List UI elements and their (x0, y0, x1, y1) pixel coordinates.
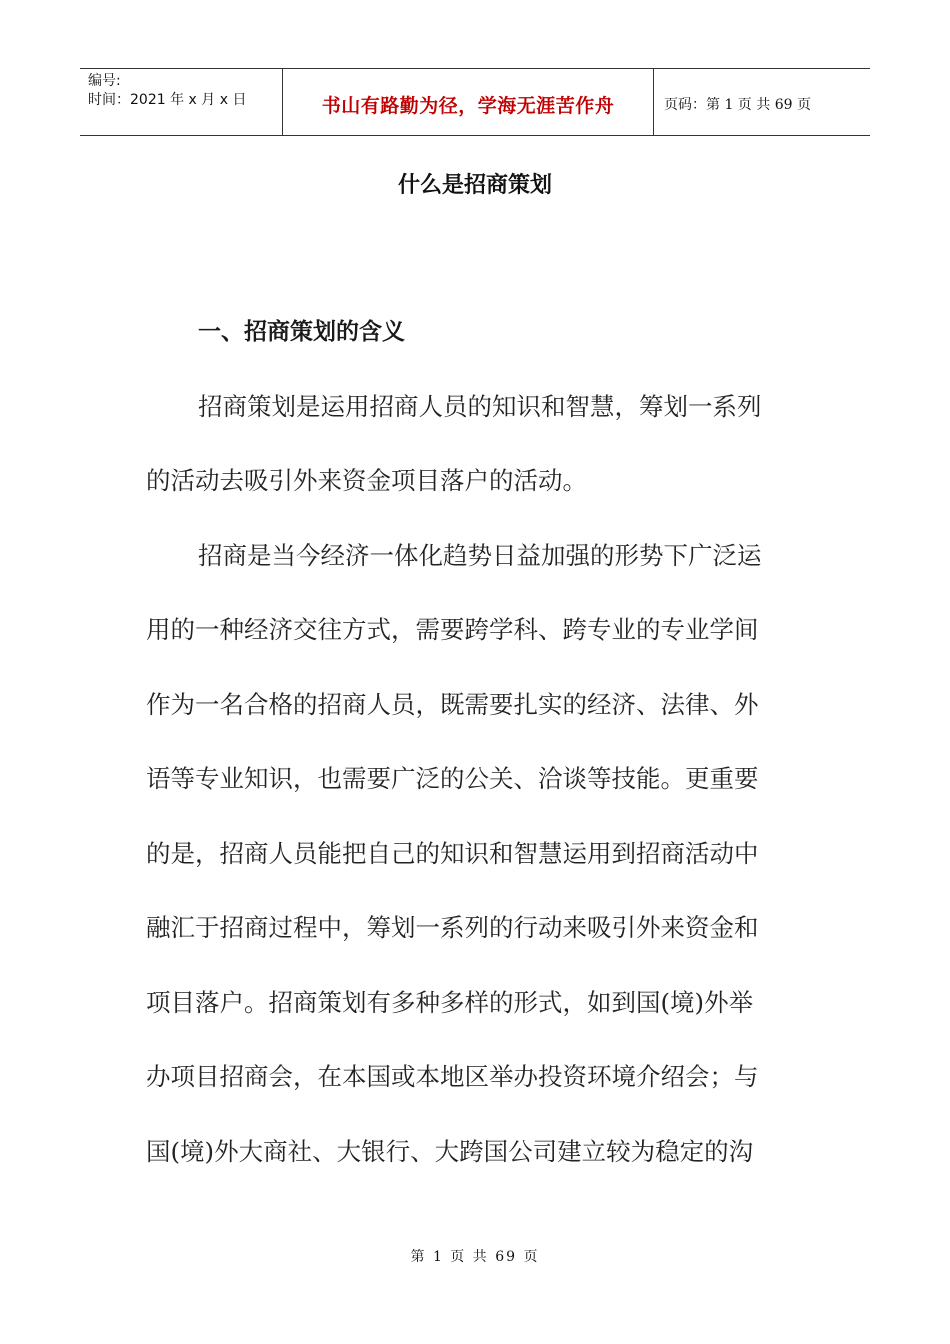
paragraph-line: 融汇于招商过程中，筹划一系列的行动来吸引外来资金和 (146, 913, 759, 942)
header-meta (80, 69, 282, 135)
header-motto: 书山有路勤为径，学海无涯苦作舟 (321, 94, 615, 117)
paragraph-line: 招商是当今经济一体化趋势日益加强的形势下广泛运 (198, 541, 762, 570)
paragraph-line: 项目落户。招商策划有多种多样的形式，如到国(境)外举 (146, 988, 754, 1017)
paragraph-line: 办项目招商会，在本国或本地区举办投资环境介绍会；与 (146, 1062, 759, 1091)
document-date: 时间：2021 年 x 月 x 日 (88, 92, 247, 108)
header-motto-cell (282, 69, 654, 135)
paragraph-line: 作为一名合格的招商人员，既需要扎实的经济、法律、外 (146, 690, 759, 719)
document-header (80, 68, 870, 136)
header-page-info: 页码：第 1 页 共 69 页 (664, 97, 811, 113)
page-footer: 第 1 页 共 69 页 (410, 1249, 540, 1265)
paragraph-line: 的活动去吸引外来资金项目落户的活动。 (146, 466, 587, 495)
section-heading: 一、招商策划的含义 (198, 319, 405, 345)
paragraph-line: 语等专业知识，也需要广泛的公关、洽谈等技能。更重要 (146, 764, 759, 793)
document-number-label: 编号: (88, 73, 121, 89)
paragraph-line: 的是，招商人员能把自己的知识和智慧运用到招商活动中 (146, 839, 759, 868)
paragraph-line: 国(境)外大商社、大银行、大跨国公司建立较为稳定的沟 (146, 1137, 754, 1166)
document-title: 什么是招商策划 (397, 173, 552, 198)
header-page-info-cell (654, 69, 870, 135)
paragraph-line: 招商策划是运用招商人员的知识和智慧，筹划一系列 (198, 392, 762, 421)
paragraph-line: 用的一种经济交往方式，需要跨学科、跨专业的专业学间 (146, 615, 759, 644)
